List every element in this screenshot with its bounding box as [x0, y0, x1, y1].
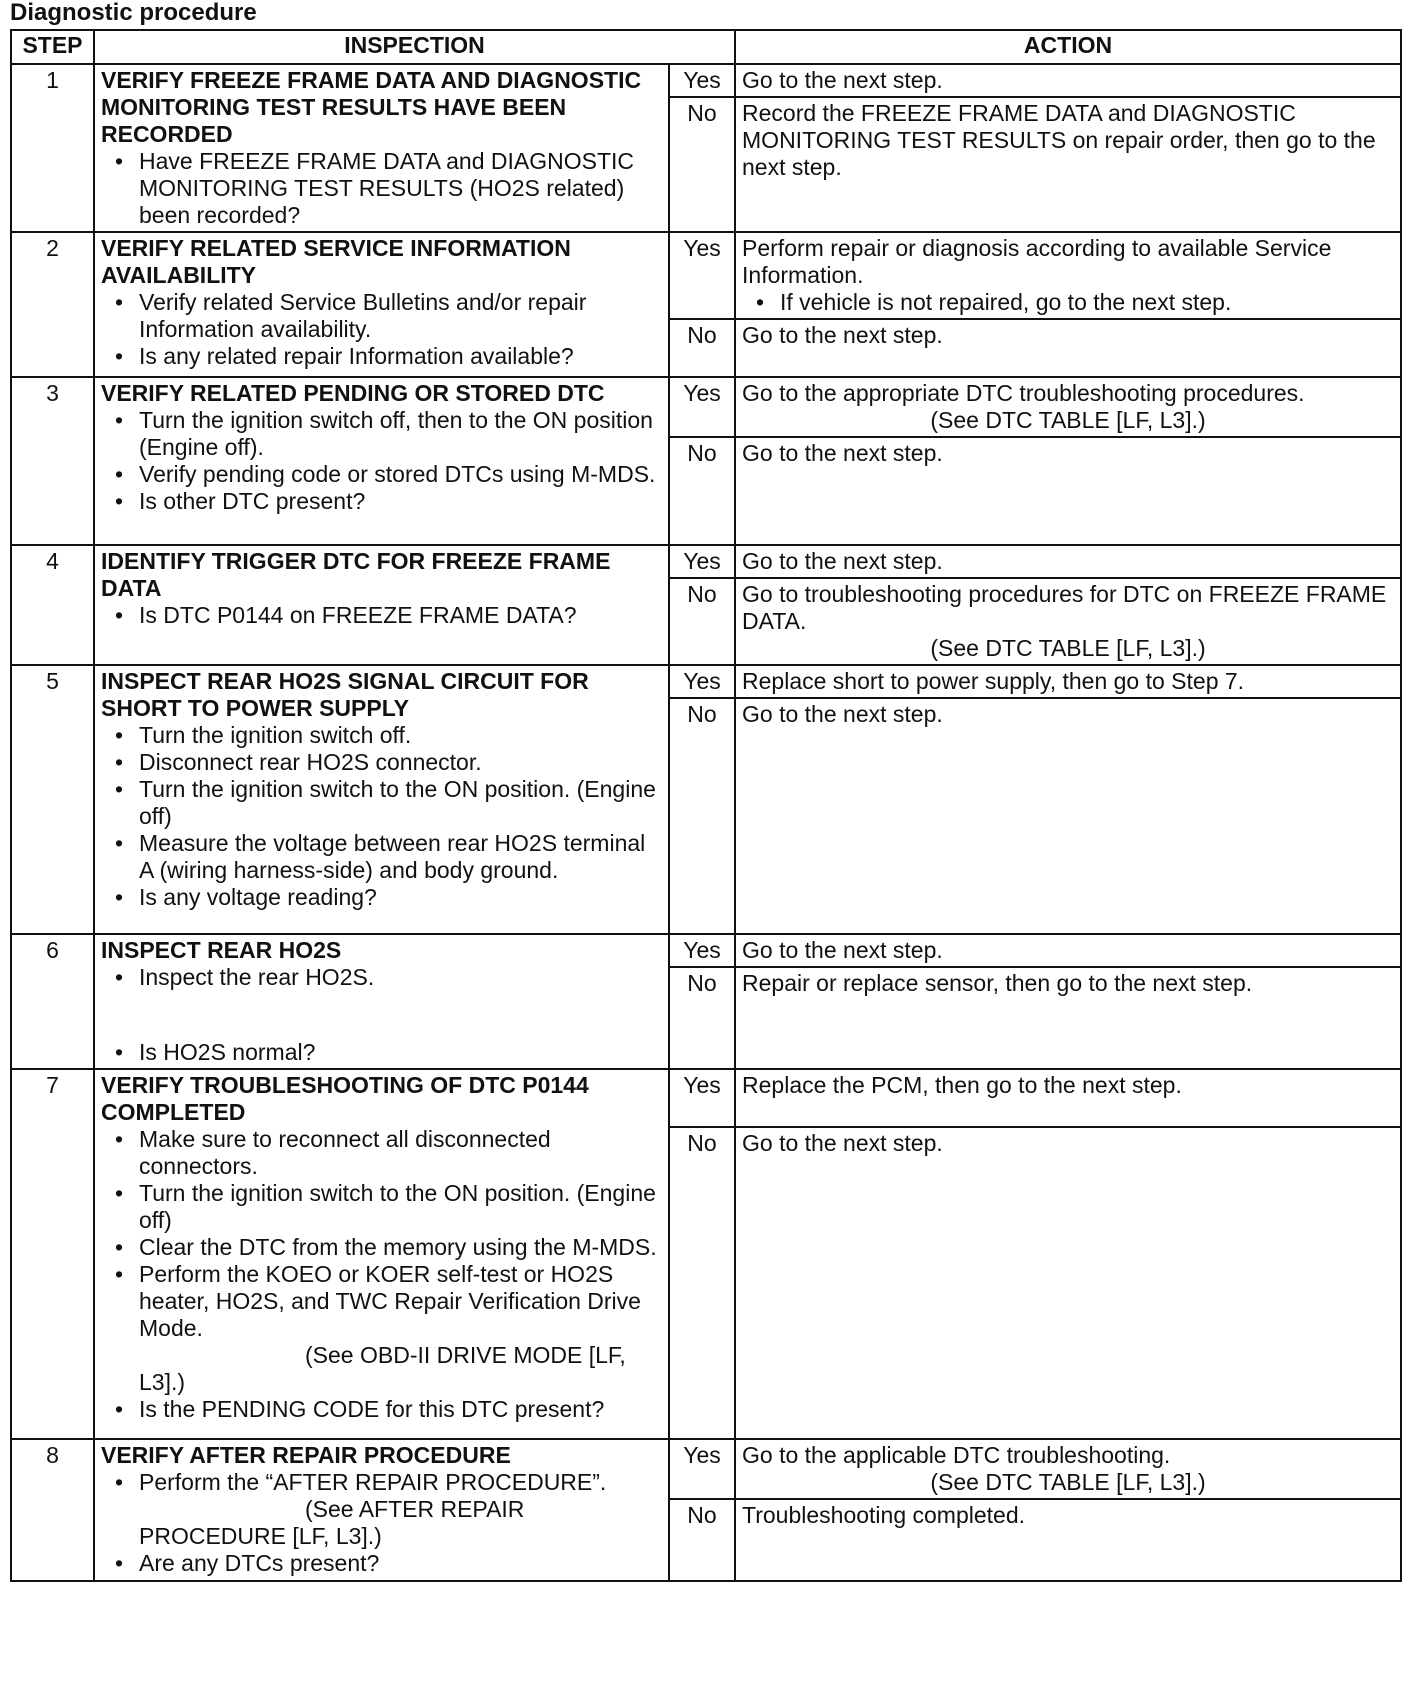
no-label: No — [669, 97, 735, 232]
no-action: Go to the next step. — [735, 319, 1401, 377]
inspection-bullet: • Is other DTC present? — [139, 488, 662, 515]
inspection-bullet-text: Perform the “AFTER REPAIR PROCEDURE”. — [139, 1469, 607, 1495]
inspection-bullet — [139, 1469, 662, 1550]
step-number: 3 — [11, 377, 94, 545]
no-action: Go to the next step. — [735, 1127, 1401, 1439]
inspection-bullet: • Clear the DTC from the memory using the M-MDS. — [139, 1234, 662, 1261]
inspection-heading: VERIFY RELATED PENDING OR STORED DTC — [101, 380, 605, 406]
yes-action: Perform repair or diagnosis according to available Service Information. — [742, 235, 1332, 288]
inspection-bullet: • Inspect the rear HO2S. — [139, 964, 662, 991]
inspection-bullet: • Measure the voltage between rear HO2S terminal A (wiring harness-side) and body ground. — [139, 830, 662, 884]
yes-label: Yes — [669, 934, 735, 967]
inspection-bullet: • Are any DTCs present? — [139, 1550, 662, 1577]
action-bullet: • If vehicle is not repaired, go to the next step. — [780, 289, 1394, 316]
inspection-cell — [94, 64, 669, 232]
no-label: No — [669, 1499, 735, 1581]
inspection-bullet: • Verify pending code or stored DTCs using M-MDS. — [139, 461, 662, 488]
yes-reference: (See DTC TABLE [LF, L3].) — [930, 1469, 1206, 1495]
table-row — [11, 545, 1401, 578]
inspection-bullet: • Verify related Service Bulletins and/or repair Information availability. — [139, 289, 662, 343]
step-number: 4 — [11, 545, 94, 665]
inspection-bullets — [101, 602, 662, 629]
inspection-bullets — [101, 407, 662, 515]
table-row — [11, 934, 1401, 967]
inspection-bullet: • Turn the ignition switch to the ON position. (Engine off) — [139, 776, 662, 830]
inspection-bullet: • Is the PENDING CODE for this DTC present? — [139, 1396, 662, 1423]
inspection-bullet: • Turn the ignition switch to the ON position. (Engine off) — [139, 1180, 662, 1234]
step-number: 8 — [11, 1439, 94, 1581]
header-row — [11, 30, 1401, 64]
inspection-bullet: • Have FREEZE FRAME DATA and DIAGNOSTIC MONITORING TEST RESULTS (HO2S related) been recorded? — [139, 148, 662, 229]
yes-label: Yes — [669, 665, 735, 698]
yes-action-cell — [735, 377, 1401, 437]
inspection-reference-tail: L3].) — [139, 1369, 186, 1395]
yes-action-cell — [735, 232, 1401, 319]
inspection-bullets — [101, 1126, 662, 1423]
yes-label: Yes — [669, 1439, 735, 1499]
inspection-bullets — [101, 148, 662, 229]
no-label: No — [669, 437, 735, 545]
inspection-cell — [94, 545, 669, 665]
inspection-bullet: • Is any related repair Information available? — [139, 343, 662, 370]
header-action: ACTION — [735, 30, 1401, 64]
yes-action: Go to the next step. — [735, 934, 1401, 967]
table-row — [11, 232, 1401, 319]
inspection-cell — [94, 934, 669, 1069]
inspection-bullet: • Make sure to reconnect all disconnected connectors. — [139, 1126, 662, 1180]
no-label: No — [669, 698, 735, 934]
no-label: No — [669, 1127, 735, 1439]
no-action: Repair or replace sensor, then go to the next step. — [735, 967, 1401, 1069]
inspection-cell — [94, 377, 669, 545]
inspection-heading: VERIFY TROUBLESHOOTING OF DTC P0144 COMPLETED — [101, 1072, 589, 1125]
table-row — [11, 377, 1401, 437]
no-action: Troubleshooting completed. — [735, 1499, 1401, 1581]
inspection-cell — [94, 1439, 669, 1581]
inspection-cell — [94, 232, 669, 377]
inspection-heading: IDENTIFY TRIGGER DTC FOR FREEZE FRAME DATA — [101, 548, 611, 601]
table-row — [11, 1069, 1401, 1127]
no-label: No — [669, 319, 735, 377]
yes-action: Go to the appropriate DTC troubleshooting procedures. — [742, 380, 1305, 406]
inspection-reference: (See OBD-II DRIVE MODE [LF, — [305, 1342, 626, 1368]
no-action: Record the FREEZE FRAME DATA and DIAGNOSTIC MONITORING TEST RESULTS on repair order, then go to the next step. — [735, 97, 1401, 232]
yes-label: Yes — [669, 1069, 735, 1127]
yes-action: Replace the PCM, then go to the next step. — [735, 1069, 1401, 1127]
inspection-bullet: • Is any voltage reading? — [139, 884, 662, 911]
inspection-cell — [94, 665, 669, 934]
inspection-bullets — [101, 289, 662, 370]
inspection-bullet: • Is DTC P0144 on FREEZE FRAME DATA? — [139, 602, 662, 629]
header-step: STEP — [11, 30, 94, 64]
no-action: Go to the next step. — [735, 698, 1401, 934]
yes-action: Replace short to power supply, then go to Step 7. — [735, 665, 1401, 698]
no-label: No — [669, 967, 735, 1069]
no-action: Go to the next step. — [735, 437, 1401, 545]
step-number: 6 — [11, 934, 94, 1069]
inspection-bullet — [139, 1261, 662, 1396]
table-row — [11, 665, 1401, 698]
inspection-bullets — [101, 1469, 662, 1577]
inspection-bullet: • Disconnect rear HO2S connector. — [139, 749, 662, 776]
inspection-bullet: • Is HO2S normal? — [139, 1039, 662, 1066]
inspection-heading: VERIFY AFTER REPAIR PROCEDURE — [101, 1442, 511, 1468]
no-reference: (See DTC TABLE [LF, L3].) — [930, 635, 1206, 661]
inspection-bullet: • Turn the ignition switch off. — [139, 722, 662, 749]
inspection-heading: INSPECT REAR HO2S — [101, 937, 342, 963]
inspection-bullets — [101, 964, 662, 1066]
yes-label: Yes — [669, 377, 735, 437]
yes-action: Go to the next step. — [735, 545, 1401, 578]
step-number: 5 — [11, 665, 94, 934]
inspection-reference: (See AFTER REPAIR — [305, 1496, 525, 1522]
inspection-bullets — [101, 722, 662, 911]
action-bullets — [742, 289, 1394, 316]
yes-action: Go to the next step. — [735, 64, 1401, 97]
yes-label: Yes — [669, 232, 735, 319]
table-row — [11, 1439, 1401, 1499]
yes-action-cell — [735, 1439, 1401, 1499]
no-action-cell — [735, 578, 1401, 665]
yes-label: Yes — [669, 64, 735, 97]
inspection-bullet: • Turn the ignition switch off, then to the ON position (Engine off). — [139, 407, 662, 461]
yes-action: Go to the applicable DTC troubleshooting. — [742, 1442, 1171, 1468]
inspection-bullet-text: Perform the KOEO or KOER self-test or HO2S heater, HO2S, and TWC Repair Verification Drive Mode. — [139, 1261, 641, 1341]
no-action: Go to troubleshooting procedures for DTC on FREEZE FRAME DATA. — [742, 581, 1387, 634]
step-number: 2 — [11, 232, 94, 377]
inspection-heading: VERIFY RELATED SERVICE INFORMATION AVAILABILITY — [101, 235, 571, 288]
step-number: 1 — [11, 64, 94, 232]
header-inspection: INSPECTION — [94, 30, 735, 64]
diagnostic-procedure-table — [10, 29, 1402, 1582]
table-row — [11, 64, 1401, 97]
inspection-heading: VERIFY FREEZE FRAME DATA AND DIAGNOSTIC MONITORING TEST RESULTS HAVE BEEN RECORDED — [101, 67, 642, 147]
page-title: Diagnostic procedure — [10, 0, 257, 26]
yes-label: Yes — [669, 545, 735, 578]
no-label: No — [669, 578, 735, 665]
step-number: 7 — [11, 1069, 94, 1439]
yes-reference: (See DTC TABLE [LF, L3].) — [930, 407, 1206, 433]
inspection-cell — [94, 1069, 669, 1439]
inspection-reference-tail: PROCEDURE [LF, L3].) — [139, 1523, 382, 1549]
inspection-heading: INSPECT REAR HO2S SIGNAL CIRCUIT FOR SHORT TO POWER SUPPLY — [101, 668, 589, 721]
